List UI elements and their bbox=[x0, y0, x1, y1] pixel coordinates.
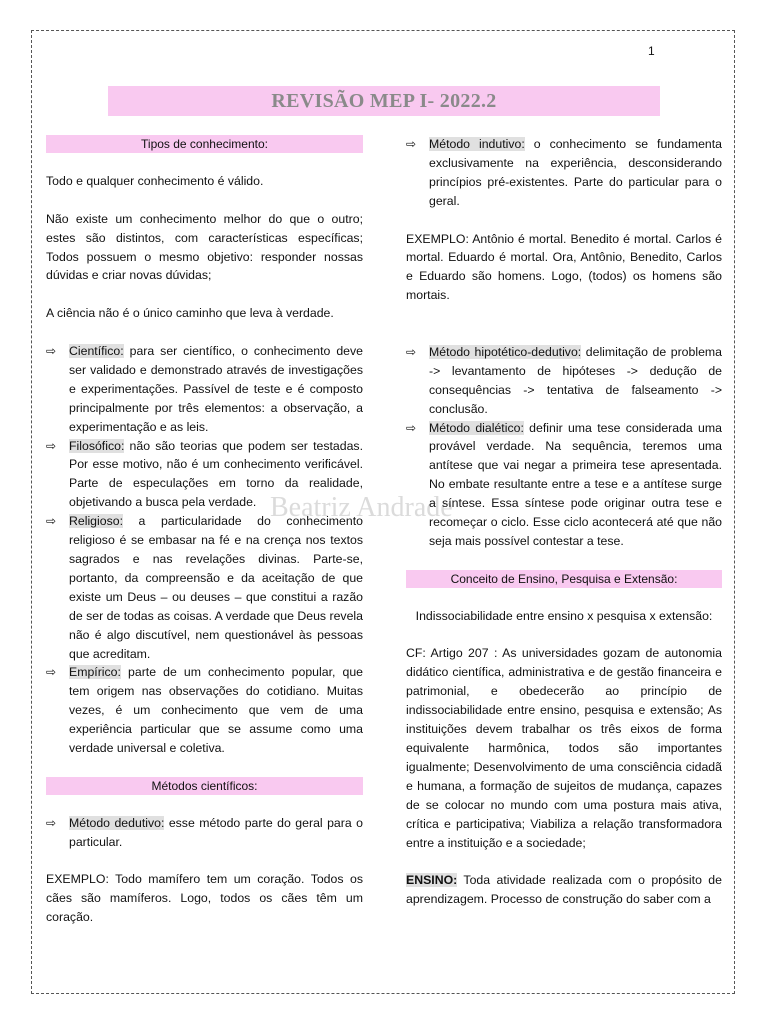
bullet-term: Religioso: bbox=[69, 514, 123, 529]
arrow-right-icon: ⇨ bbox=[406, 344, 417, 359]
ensino-term: ENSINO: bbox=[406, 873, 458, 888]
paragraph-indissociabilidade: Indissociabilidade entre ensino x pesquisa x extensão: bbox=[415, 608, 713, 623]
arrow-right-icon: ⇨ bbox=[46, 514, 57, 529]
bullet-text: para ser científico, o conhecimento deve ser validado e demonstrado através de investigações e experimentações. Passível de teste e é composto principalmente por três elementos: a observação, a experimentação e as leis. bbox=[69, 344, 363, 434]
bullet-dialetico bbox=[406, 419, 722, 551]
paragraph-cf-artigo: CF: Artigo 207 : As universidades gozam de autonomia didático científica, administrativa e de gestão financeira e patrimonial, e obedecerão ao princípio de indissociabilidade entre ensino, pesquisa e extensão; As instituições devem trabalhar os três eixos de forma equivalente harmônica, todos são importantes igualmente; Desenvolvimento de uma consciência cidadã e humana, a formação de sujeitos de mudança, capazes de se colocar no mundo com uma postura mais ativa, crítica e participativa; Viabiliza a relação transformadora entre a instituição e a sociedade; bbox=[406, 646, 722, 850]
paragraph-ensino bbox=[406, 871, 722, 909]
bullet-text: definir uma tese considerada uma provável verdade. Na sequência, teremos uma antítese que vai negar a primeira tese apresentada. No embate resultante entre a tese e a antítese surge a síntese. Essa síntese pode originar outra tese e recomeçar o ciclo. Esse ciclo acontecerá até que não seja mais possível contestar a tese. bbox=[429, 420, 722, 548]
paragraph-ciencia: A ciência não é o único caminho que leva à verdade. bbox=[46, 306, 334, 321]
bullet-term: Científico: bbox=[69, 344, 124, 358]
bullet-filosofico bbox=[46, 437, 363, 513]
watermark: Beatriz Andrade bbox=[270, 492, 453, 523]
bullet-text: parte de um conhecimento popular, que tem origem nas observações do cotidiano. Muitas vezes, é um conhecimento que vem de uma experiência particular que se assume como uma verdade universal e coletiva. bbox=[69, 665, 363, 756]
arrow-right-icon: ⇨ bbox=[46, 438, 57, 453]
bullet-text: a particularidade do conhecimento religioso é se embasar na fé e na crença nos textos sagrados e nas revelações divinas. Parte-se, portanto, da compreensão e da aceitação de que existe um Deus – ou deuses – que constitui a razão de ser de todas as coisas. A verdade que Deus revela não é algo discutível, nem questionável às pessoas que acreditam. bbox=[69, 514, 363, 661]
arrow-right-icon: ⇨ bbox=[406, 420, 417, 435]
bullet-term: Filosófico: bbox=[69, 438, 125, 453]
bullet-text: delimitação de problema -> levantamento de hipóteses -> dedução de consequências -> tentativa de falseamento -> conclusão. bbox=[429, 344, 722, 416]
bullet-text: não são teorias que podem ser testadas. Por esse motivo, não é um conhecimento verificável. Parte de especulações em torno da realidade, objetivando a busca pela verdade. bbox=[69, 438, 363, 510]
arrow-right-icon: ⇨ bbox=[46, 344, 57, 358]
page-title: REVISÃO MEP I- 2022.2 bbox=[108, 86, 660, 116]
bullet-term: Método dedutivo: bbox=[69, 815, 165, 830]
bullet-indutivo bbox=[406, 135, 722, 211]
paragraph-valido: Todo e qualquer conhecimento é válido. bbox=[46, 173, 264, 188]
page-number: 1 bbox=[648, 44, 655, 58]
left-column bbox=[46, 135, 363, 927]
section-heading-metodos: Métodos científicos: bbox=[46, 777, 363, 795]
bullet-term: Método indutivo: bbox=[429, 137, 525, 151]
section-heading-ensino: Conceito de Ensino, Pesquisa e Extensão: bbox=[406, 570, 722, 588]
bullet-cientifico bbox=[46, 342, 363, 437]
bullet-text: esse método parte do geral para o particular. bbox=[69, 815, 363, 849]
bullet-term: Empírico: bbox=[69, 665, 121, 680]
arrow-right-icon: ⇨ bbox=[406, 137, 417, 151]
arrow-right-icon: ⇨ bbox=[46, 665, 57, 680]
paragraph-melhor: Não existe um conhecimento melhor do que o outro; estes são distintos, com características específicas; Todos possuem o mesmo objetivo: responder nossas dúvidas e criar novas dúvidas; bbox=[46, 211, 363, 283]
bullet-hipotetico bbox=[406, 343, 722, 419]
section-heading-tipos: Tipos de conhecimento: bbox=[46, 135, 363, 153]
arrow-right-icon: ⇨ bbox=[46, 815, 57, 830]
bullet-term: Método hipotético-dedutivo: bbox=[429, 344, 582, 359]
bullet-text: o conhecimento se fundamenta exclusivamente na experiência, desconsiderando princípios pré-existentes. Parte do particular para o geral. bbox=[429, 137, 722, 208]
ensino-text: Toda atividade realizada com o propósito de aprendizagem. Processo de construção do saber com a bbox=[406, 873, 722, 907]
paragraph-exemplo-indutivo: EXEMPLO: Antônio é mortal. Benedito é mortal. Carlos é mortal. Eduardo é mortal. Ora, Antônio, Benedito, Carlos e Eduardo são homens. Logo, (todos) os homens são mortais. bbox=[406, 231, 722, 303]
bullet-term: Método dialético: bbox=[429, 420, 524, 435]
bullet-empirico bbox=[46, 663, 363, 758]
paragraph-exemplo-dedutivo: EXEMPLO: Todo mamífero tem um coração. Todos os cães são mamíferos. Logo, todos os cães têm um coração. bbox=[46, 872, 363, 925]
bullet-religioso bbox=[46, 512, 363, 663]
bullet-dedutivo bbox=[46, 814, 363, 852]
right-column bbox=[406, 135, 722, 909]
